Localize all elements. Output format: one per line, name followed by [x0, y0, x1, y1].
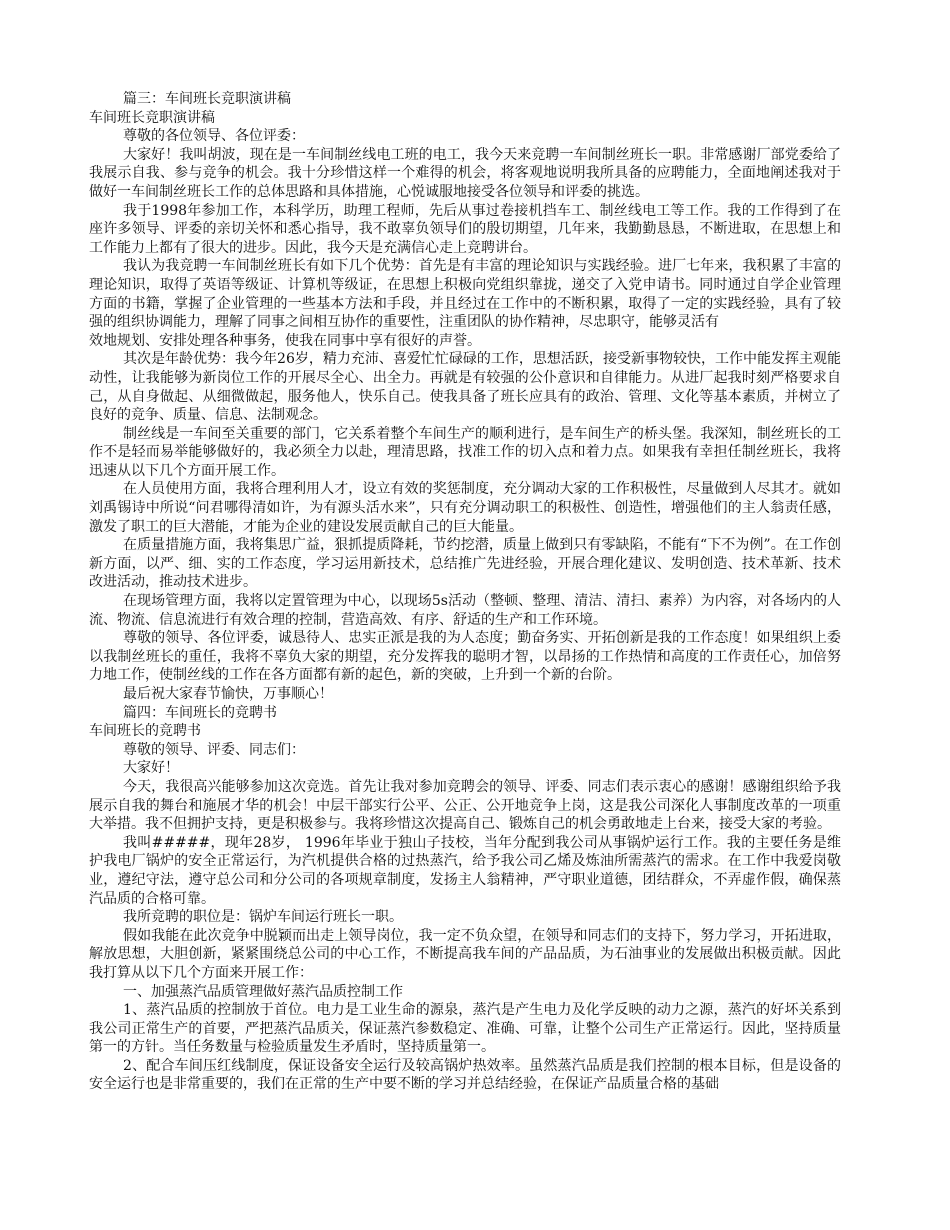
paragraph: 尊敬的领导、评委、同志们： [123, 741, 305, 758]
paragraph: 其次是年龄优势：我今年26岁，精力充沛、喜爱忙忙碌碌的工作，思想活跃，接受新事物较快，工作中能发挥主观能动性，让我能够为新岗位工作的开展尽全心、出全力。再就是有较强的公仆意识和自律能力。从进厂起我时刻严格要求自己，从自身做起、从细微做起，服务他人，快乐自己。使我具备了班长应具有的政治、管理、文化等基本素质，并树立了良好的竞争、质量、信息、法制观念。 [89, 351, 841, 424]
paragraph: 一、加强蒸汽品质管理做好蒸汽品质控制工作 [123, 983, 403, 1000]
paragraph: 1、蒸汽品质的控制放于首位。电力是工业生命的源泉，蒸汽是产生电力及化学反映的动力之源，蒸汽的好坏关系到我公司正常生产的首要，严把蒸汽品质关，保证蒸汽参数稳定、准确、可靠，让整个公司生产正常运行。因此，坚持质量第一的方针。当任务数量与检验质量发生矛盾时，坚持质量第一。 [89, 1002, 841, 1056]
paragraph: 我于1998年参加工作，本科学历，助理工程师，先后从事过卷接机挡车工、制丝线电工等工作。我的工作得到了在座许多领导、评委的亲切关怀和悉心指导，我不敢辜负领导们的殷切期望，几年来，我勤勤恳恳，不断进取，在思想上和工作能力上都有了很大的进步。因此，我今天是充满信心走上竞聘讲台。 [89, 202, 841, 256]
paragraph: 最后祝大家春节愉快，万事顺心！ [123, 686, 333, 702]
paragraph: 在现场管理方面，我将以定置管理为中心，以现场5s活动（整顿、整理、清洁、清扫、素养）为内容，对各场内的人流、物流、信息流进行有效合理的控制，营造高效、有序、舒适的生产和工作环境。 [89, 593, 841, 628]
paragraph: 车间班长的竞聘书 [89, 723, 201, 740]
paragraph: 大家好！ [123, 760, 179, 777]
paragraph: 尊敬的领导、各位评委，诚恳待人、忠实正派是我的为人态度；勤奋务实、开拓创新是我的工作态度！如果组织上委以我制丝班长的重任，我将不辜负大家的期望，充分发挥我的聪明才智，以昂扬的工作热情和高度的工作责任心，加倍努力地工作，使制丝线的工作在各方面都有新的起色，新的突破，上升到一个新的台阶。 [89, 630, 841, 684]
paragraph: 假如我能在此次竞争中脱颖而出走上领导岗位，我一定不负众望，在领导和同志们的支持下，努力学习，开拓进取，解放思想，大胆创新，紧紧围绕总公司的中心工作，不断提高我车间的产品品质，为石油事业的发展做出积极贡献。因此我打算从以下几个方面来开展工作： [89, 927, 841, 981]
paragraph: 今天，我很高兴能够参加这次竞选。首先让我对参加竞聘会的领导、评委、同志们表示衷心的感谢！感谢组织给予我展示自我的舞台和施展才华的机会！中层干部实行公平、公正、公开地竞争上岗，这是我公司深化人事制度改革的一项重大举措。我不但拥护支持，更是积极参与。我将珍惜这次提高自己、锻炼自己的机会勇敢地走上台来，接受大家的考验。 [89, 778, 841, 833]
paragraph: 我叫#####，现年28岁， 1996年毕业于独山子技校，当年分配到我公司从事锅炉运行工作。我的主要任务是维护我电厂锅炉的安全正常运行，为汽机提供合格的过热蒸汽，给予我公司乙烯及炼油所需蒸汽的需求。在工作中我爱岗敬业，遵纪守法，遵守总公司和分公司的各项规章制度，发扬主人翁精神，严守职业道德，团结群众，不弄虚作假，确保蒸汽品质的合格可靠。 [89, 834, 841, 907]
document-body [89, 90, 841, 1094]
paragraph: 效地规划、安排处理各种事务，使我在同事中享有很好的声誉。 [89, 332, 481, 349]
paragraph: 篇三：车间班长竞职演讲稿 [123, 91, 291, 107]
paragraph: 大家好！我叫胡波，现在是一车间制丝线电工班的电工，我今天来竞聘一车间制丝班长一职。非常感谢厂部党委给了我展示自我、参与竞争的机会。我十分珍惜这样一个难得的机会，将客观地说明我所具备的应聘能力，全面地阐述我对于做好一车间制丝班长工作的总体思路和具体措施，心悦诚服地接受各位领导和评委的挑选。 [89, 146, 841, 200]
paragraph: 篇四：车间班长的竞聘书 [123, 704, 277, 721]
paragraph: 我认为我竞聘一车间制丝班长有如下几个优势：首先是有丰富的理论知识与实践经验。进厂七年来，我积累了丰富的理论知识，取得了英语等级证、计算机等级证，在思想上积极向党组织靠拢，递交了入党申请书。同时通过自学企业管理方面的书籍，掌握了企业管理的一些基本方法和手段，并且经过在工作中的不断积累，取得了一定的实践经验，具有了较强的组织协调能力，理解了同事之间相互协作的重要性，注重团队的协作精神，尽忠职守，能够灵活有 [89, 258, 841, 331]
paragraph: 制丝线是一车间至关重要的部门，它关系着整个车间生产的顺利进行，是车间生产的桥头堡。我深知，制丝班长的工作不是轻而易举能够做好的，我必须全力以赴，理清思路，找准工作的切入点和着力点。如果我有幸担任制丝班长，我将迅速从以下几个方面开展工作。 [89, 425, 841, 479]
paragraph: 尊敬的各位领导、各位评委： [123, 128, 305, 145]
paragraph: 我所竞聘的职位是：锅炉车间运行班长一职。 [123, 909, 403, 926]
paragraph: 在人员使用方面，我将合理利用人才，设立有效的奖惩制度，充分调动大家的工作积极性，尽量做到人尽其才。就如刘禹锡诗中所说“问君哪得清如许，为有源头活水来”，只有充分调动职工的积极性、创造性，增强他们的主人翁责任感，激发了职工的巨大潜能，才能为企业的建设发展贡献自己的巨大能量。 [89, 481, 841, 535]
paragraph: 车间班长竞职演讲稿 [89, 109, 215, 126]
paragraph: 2、配合车间压红线制度，保证设备安全运行及较高锅炉热效率。虽然蒸汽品质是我们控制的根本目标，但是设备的安全运行也是非常重要的，我们在正常的生产中要不断的学习并总结经验，在保证产品质量合格的基础 [89, 1057, 841, 1093]
paragraph: 在质量措施方面，我将集思广益，狠抓提质降耗，节约挖潜，质量上做到只有零缺陷，不能有“下不为例”。在工作创新方面，以严、细、实的工作态度，学习运用新技术，总结推广先进经验，开展合理化建议、发明创造、技术革新、技术改进活动，推动技术进步。 [89, 537, 841, 591]
